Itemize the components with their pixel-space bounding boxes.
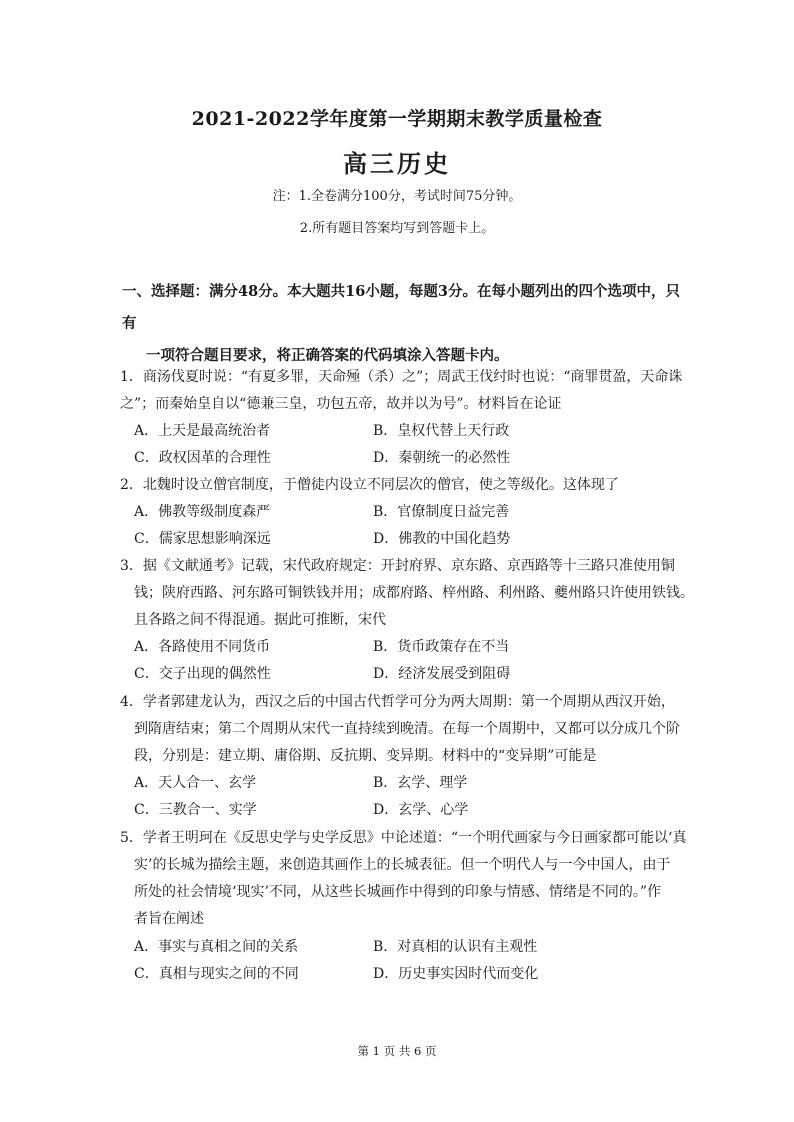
option-c: C．儒家思想影响深远 bbox=[134, 531, 271, 547]
section-line-1: 一、选择题：满分48分。本大题共16小题，每题3分。在每小题列出的四个选项中，只有 bbox=[122, 283, 680, 332]
question-text-line: 且各路之间不得混通。据此可推断，宋代 bbox=[134, 612, 386, 628]
subject-title: 高三历史 bbox=[343, 149, 451, 178]
option-d: D．经济发展受到阻碍 bbox=[373, 666, 511, 682]
option-b: B．货币政策存在不当 bbox=[373, 639, 510, 655]
question-text-line: 到隋唐结束；第二个周期从宋代一直持续到晚清。在每一个周期中，又都可以分成几个阶 bbox=[134, 721, 680, 737]
option-b: B．皇权代替上天行政 bbox=[373, 423, 510, 439]
option-c: C．交子出现的偶然性 bbox=[134, 666, 271, 682]
question-text-line: 段，分别是：建立期、庸俗期、反抗期、变异期。材料中的“变异期”可能是 bbox=[134, 748, 597, 764]
exam-title: 2021-2022学年度第一学期期末教学质量检查 bbox=[191, 108, 603, 130]
option-d: D．玄学、心学 bbox=[373, 802, 469, 818]
section-line-2: 一项符合题目要求，将正确答案的代码填涂入答题卡内。 bbox=[146, 347, 509, 364]
exam-note-2: 2.所有题目答案均写到答题卡上。 bbox=[299, 221, 495, 236]
question-text-line: 4．学者郭建龙认为，西汉之后的中国古代哲学可分为两大周期：第一个周期从西汉开始， bbox=[120, 694, 675, 710]
question-text-line: 3．据《文献通考》记载，宋代政府规定：开封府界、京东路、京西路等十三路只准使用铜 bbox=[120, 558, 675, 574]
question-text-line: 钱；陕府西路、河东路可铜铁钱并用；成都府路、梓州路、利州路、夔州路只许使用铁钱。 bbox=[134, 585, 694, 601]
option-d: D．历史事实因时代而变化 bbox=[373, 966, 539, 982]
option-a: A．事实与真相之间的关系 bbox=[134, 939, 299, 955]
question-text-line: 1．商汤伐夏时说：“有夏多罪，天命殛（杀）之”；周武王伐纣时也说：“商罪贯盈，天命诛 bbox=[120, 369, 683, 385]
question-text-line: 者旨在阐述 bbox=[134, 911, 204, 927]
option-b: B．对真相的认识有主观性 bbox=[373, 939, 538, 955]
question-text-line: 之”；而秦始皇自以“德兼三皇，功包五帝，故并以为号”。材料旨在论证 bbox=[120, 396, 562, 412]
exam-note-1: 注：1.全卷满分100分，考试时间75分钟。 bbox=[272, 189, 522, 204]
question-text-line: 所处的社会情境‘现实’不同，从这些长城画作中得到的印象与情感、情绪是不同的。”作 bbox=[134, 884, 662, 900]
question-text-line: 5．学者王明珂在《反思史学与史学反思》中论述道：“一个明代画家与今日画家都可能以‘真 bbox=[120, 830, 687, 846]
option-c: C．政权因革的合理性 bbox=[134, 450, 271, 466]
option-d: D．秦朝统一的必然性 bbox=[373, 450, 511, 466]
option-a: A．各路使用不同货币 bbox=[134, 639, 271, 655]
option-a: A．天人合一、玄学 bbox=[134, 775, 257, 791]
option-b: B．官僚制度日益完善 bbox=[373, 504, 510, 520]
page-number: 第 1 页 共 6 页 bbox=[357, 1044, 437, 1058]
question-text-line: 实’的长城为描绘主题，来创造其画作上的长城表征。但一个明代人与一今中国人，由于 bbox=[134, 857, 671, 873]
option-a: A．上天是最高统治者 bbox=[134, 423, 271, 439]
question-text-line: 2．北魏时设立僧官制度，于僧徒内设立不同层次的僧官，使之等级化。这体现了 bbox=[120, 477, 619, 493]
option-a: A．佛教等级制度森严 bbox=[134, 504, 271, 520]
option-c: C．真相与现实之间的不同 bbox=[134, 966, 299, 982]
option-b: B．玄学、理学 bbox=[373, 775, 468, 791]
section-heading bbox=[122, 276, 682, 372]
option-d: D．佛教的中国化趋势 bbox=[373, 531, 511, 547]
option-c: C．三教合一、实学 bbox=[134, 802, 257, 818]
